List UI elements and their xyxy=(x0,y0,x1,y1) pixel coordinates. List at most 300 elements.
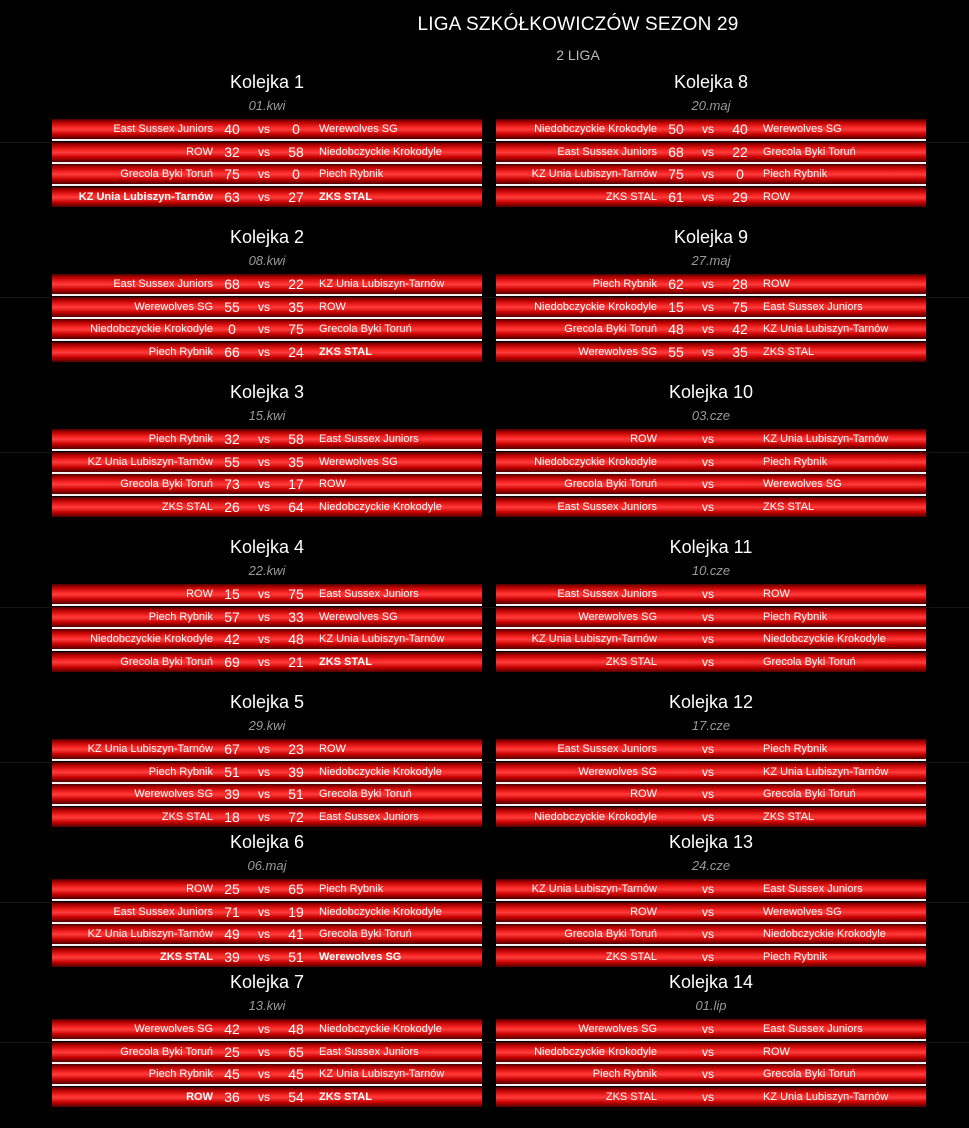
away-team: KZ Unia Lubiszyn-Tarnów xyxy=(763,765,889,778)
home-score: 55 xyxy=(224,453,240,470)
home-score: 55 xyxy=(668,343,684,360)
round-date: 15.kwi xyxy=(248,408,286,423)
match-row xyxy=(52,274,482,294)
versus-label: vs xyxy=(702,122,714,136)
round-date: 06.maj xyxy=(247,858,287,873)
round-date: 24.cze xyxy=(691,858,731,873)
versus-label: vs xyxy=(258,1089,270,1104)
match-list xyxy=(496,879,926,970)
home-team: Grecola Byki Toruń xyxy=(564,323,657,336)
match-row xyxy=(52,1087,482,1107)
home-team: Werewolves SG xyxy=(578,345,657,358)
round-date: 27.maj xyxy=(691,253,731,268)
home-team: Werewolves SG xyxy=(134,788,213,801)
versus-label: vs xyxy=(258,277,270,291)
home-team: Grecola Byki Toruń xyxy=(564,928,657,941)
away-score: 19 xyxy=(288,903,304,920)
home-team: KZ Unia Lubiszyn-Tarnów xyxy=(78,190,213,203)
match-row xyxy=(52,342,482,362)
away-team: Grecola Byki Toruń xyxy=(763,788,856,801)
away-score: 28 xyxy=(732,276,748,292)
versus-label: vs xyxy=(702,299,714,314)
home-team: ROW xyxy=(630,788,657,801)
versus-label: vs xyxy=(702,609,714,624)
versus-label: vs xyxy=(702,277,714,291)
match-row xyxy=(52,164,482,184)
away-score xyxy=(726,807,754,827)
away-score xyxy=(726,924,754,944)
versus-label: vs xyxy=(702,632,714,647)
home-score: 69 xyxy=(224,653,240,670)
home-team: ZKS STAL xyxy=(605,950,657,963)
home-score: 45 xyxy=(224,1066,240,1083)
home-score: 25 xyxy=(224,881,240,897)
match-row xyxy=(496,429,926,449)
away-score: 22 xyxy=(288,276,304,292)
match-list xyxy=(496,584,926,675)
match-row xyxy=(496,584,926,604)
home-score: 42 xyxy=(224,631,240,648)
home-score: 42 xyxy=(224,1021,240,1037)
away-score: 35 xyxy=(288,298,304,315)
round-title: Kolejka 1 xyxy=(229,72,305,92)
match-list xyxy=(52,1019,482,1110)
away-team: Niedobczyckie Krokodyle xyxy=(319,905,442,918)
versus-label: vs xyxy=(702,904,714,919)
home-score: 32 xyxy=(224,431,240,447)
away-team: Piech Rybnik xyxy=(319,168,384,181)
away-team: East Sussex Juniors xyxy=(319,433,419,445)
home-score: 66 xyxy=(224,343,240,360)
versus-label: vs xyxy=(702,927,714,942)
home-team: Niedobczyckie Krokodyle xyxy=(534,1045,657,1058)
home-team: ROW xyxy=(186,1090,213,1103)
away-score: 42 xyxy=(732,321,748,338)
home-score xyxy=(662,879,690,899)
match-row xyxy=(496,762,926,782)
away-team: East Sussex Juniors xyxy=(319,588,419,600)
away-score: 75 xyxy=(732,298,748,315)
away-team: ZKS STAL xyxy=(319,345,372,358)
match-row xyxy=(496,924,926,944)
away-team: ROW xyxy=(319,743,346,755)
home-score xyxy=(662,739,690,759)
away-team: Grecola Byki Toruń xyxy=(763,655,856,668)
home-team: Piech Rybnik xyxy=(148,345,213,358)
match-row xyxy=(496,807,926,827)
home-team: ZKS STAL xyxy=(605,1090,657,1103)
home-team: ROW xyxy=(186,883,213,895)
away-score xyxy=(726,784,754,804)
home-team: Niedobczyckie Krokodyle xyxy=(534,810,657,823)
round-title: Kolejka 13 xyxy=(668,832,754,852)
versus-label: vs xyxy=(702,882,714,896)
home-score: 63 xyxy=(224,188,240,205)
versus-label: vs xyxy=(258,477,270,492)
away-score: 21 xyxy=(288,653,304,670)
home-score: 71 xyxy=(224,903,240,920)
versus-label: vs xyxy=(258,322,270,337)
versus-label: vs xyxy=(258,167,270,182)
match-row xyxy=(52,474,482,494)
away-team: Niedobczyckie Krokodyle xyxy=(319,1023,442,1035)
home-score xyxy=(662,497,690,517)
home-score: 15 xyxy=(668,298,684,315)
home-score xyxy=(662,902,690,922)
round-date: 03.cze xyxy=(691,408,731,423)
home-score: 57 xyxy=(224,608,240,625)
away-team: Werewolves SG xyxy=(763,478,842,491)
away-score xyxy=(726,1042,754,1062)
home-team: ROW xyxy=(630,905,657,918)
home-score xyxy=(662,429,690,449)
round-date: 08.kwi xyxy=(248,253,286,268)
match-list xyxy=(496,739,926,830)
match-row xyxy=(496,297,926,317)
away-team: Werewolves SG xyxy=(319,123,398,135)
versus-label: vs xyxy=(258,949,270,964)
away-team: ROW xyxy=(763,588,790,600)
versus-label: vs xyxy=(258,344,270,359)
match-row xyxy=(496,319,926,339)
away-score xyxy=(726,629,754,649)
home-score xyxy=(662,629,690,649)
away-team: Piech Rybnik xyxy=(763,950,828,963)
versus-label: vs xyxy=(258,1022,270,1036)
home-team: Piech Rybnik xyxy=(148,610,213,623)
away-team: Werewolves SG xyxy=(319,950,402,963)
away-team: Niedobczyckie Krokodyle xyxy=(763,633,886,646)
match-row xyxy=(496,652,926,672)
away-score: 17 xyxy=(288,476,304,493)
home-score xyxy=(662,1087,690,1107)
away-team: Grecola Byki Toruń xyxy=(763,1068,856,1081)
home-score xyxy=(662,452,690,472)
versus-label: vs xyxy=(702,322,714,337)
home-team: ZKS STAL xyxy=(161,500,213,513)
away-team: Piech Rybnik xyxy=(319,883,384,895)
home-team: ROW xyxy=(630,433,657,445)
away-score: 0 xyxy=(292,166,300,183)
versus-label: vs xyxy=(702,144,714,159)
away-score xyxy=(726,947,754,967)
match-row xyxy=(52,652,482,672)
away-score xyxy=(726,607,754,627)
versus-label: vs xyxy=(258,299,270,314)
away-team: Piech Rybnik xyxy=(763,455,828,468)
home-team: Grecola Byki Toruń xyxy=(120,655,213,668)
match-row xyxy=(52,452,482,472)
versus-label: vs xyxy=(702,477,714,492)
round-date: 29.kwi xyxy=(248,718,286,733)
versus-label: vs xyxy=(258,882,270,896)
match-row xyxy=(496,902,926,922)
match-list xyxy=(496,429,926,520)
home-team: East Sussex Juniors xyxy=(557,588,657,600)
home-score xyxy=(662,474,690,494)
away-team: ZKS STAL xyxy=(763,345,815,358)
home-team: Niedobczyckie Krokodyle xyxy=(534,300,657,313)
away-team: Piech Rybnik xyxy=(763,743,828,755)
away-team: Niedobczyckie Krokodyle xyxy=(319,145,442,158)
versus-label: vs xyxy=(702,1089,714,1104)
home-score: 32 xyxy=(224,143,240,160)
versus-label: vs xyxy=(702,949,714,964)
home-team: KZ Unia Lubiszyn-Tarnów xyxy=(87,928,213,941)
home-team: Niedobczyckie Krokodyle xyxy=(90,323,213,336)
home-score: 50 xyxy=(668,121,684,137)
away-score xyxy=(726,497,754,517)
away-score xyxy=(726,1019,754,1039)
versus-label: vs xyxy=(258,927,270,942)
away-score: 65 xyxy=(288,881,304,897)
away-team: Werewolves SG xyxy=(763,123,842,135)
away-team: Niedobczyckie Krokodyle xyxy=(319,500,442,513)
versus-label: vs xyxy=(702,167,714,182)
away-team: KZ Unia Lubiszyn-Tarnów xyxy=(319,278,445,290)
away-score xyxy=(726,902,754,922)
match-list xyxy=(52,739,482,830)
home-team: Werewolves SG xyxy=(578,610,657,623)
match-row xyxy=(496,784,926,804)
home-score: 39 xyxy=(224,786,240,803)
away-score: 72 xyxy=(288,808,304,825)
match-row xyxy=(52,629,482,649)
away-score: 51 xyxy=(288,786,304,803)
home-score: 0 xyxy=(228,321,236,338)
home-team: KZ Unia Lubiszyn-Tarnów xyxy=(531,883,657,895)
round-title: Kolejka 7 xyxy=(229,972,305,992)
match-row xyxy=(496,497,926,517)
home-team: ZKS STAL xyxy=(605,190,657,203)
home-score: 62 xyxy=(668,276,684,292)
round-title: Kolejka 5 xyxy=(229,692,305,712)
away-score: 39 xyxy=(288,763,304,780)
match-row xyxy=(496,879,926,899)
away-score: 64 xyxy=(288,498,304,515)
home-score: 75 xyxy=(224,166,240,183)
home-score: 61 xyxy=(668,188,684,205)
home-team: KZ Unia Lubiszyn-Tarnów xyxy=(87,743,213,755)
versus-label: vs xyxy=(702,189,714,204)
versus-label: vs xyxy=(258,144,270,159)
away-team: KZ Unia Lubiszyn-Tarnów xyxy=(763,433,889,445)
home-team: East Sussex Juniors xyxy=(113,278,213,290)
match-row xyxy=(52,924,482,944)
match-row xyxy=(52,784,482,804)
home-team: East Sussex Juniors xyxy=(557,500,657,513)
match-list xyxy=(52,879,482,970)
home-score: 25 xyxy=(224,1043,240,1060)
away-team: Piech Rybnik xyxy=(763,610,828,623)
away-score xyxy=(726,879,754,899)
match-row xyxy=(52,142,482,162)
match-row xyxy=(496,119,926,139)
away-team: Grecola Byki Toruń xyxy=(319,928,412,941)
away-team: Grecola Byki Toruń xyxy=(319,323,412,336)
home-team: Werewolves SG xyxy=(578,1023,657,1035)
away-team: ROW xyxy=(763,1045,790,1058)
match-row xyxy=(52,584,482,604)
versus-label: vs xyxy=(702,787,714,802)
round-title: Kolejka 3 xyxy=(229,382,305,402)
home-team: Werewolves SG xyxy=(578,765,657,778)
match-row xyxy=(52,1064,482,1084)
away-score: 65 xyxy=(288,1043,304,1060)
away-team: East Sussex Juniors xyxy=(763,300,863,313)
home-team: KZ Unia Lubiszyn-Tarnów xyxy=(531,168,657,181)
match-list xyxy=(496,274,926,365)
match-list xyxy=(496,1019,926,1110)
away-score: 23 xyxy=(288,741,304,757)
home-score xyxy=(662,807,690,827)
home-team: Piech Rybnik xyxy=(148,433,213,445)
away-score: 45 xyxy=(288,1066,304,1083)
versus-label: vs xyxy=(258,189,270,204)
versus-label: vs xyxy=(702,1022,714,1036)
away-score xyxy=(726,584,754,604)
match-row xyxy=(496,474,926,494)
home-score: 49 xyxy=(224,926,240,943)
match-row xyxy=(496,452,926,472)
home-team: ROW xyxy=(186,588,213,600)
versus-label: vs xyxy=(258,587,270,601)
home-score xyxy=(662,924,690,944)
away-score xyxy=(726,652,754,672)
home-score xyxy=(662,607,690,627)
away-score: 58 xyxy=(288,143,304,160)
home-team: ZKS STAL xyxy=(160,950,213,963)
league-subtitle: 2 LIGA xyxy=(556,47,600,63)
away-team: Werewolves SG xyxy=(763,905,842,918)
away-team: ZKS STAL xyxy=(763,810,815,823)
match-row xyxy=(496,164,926,184)
versus-label: vs xyxy=(258,654,270,669)
home-score: 73 xyxy=(224,476,240,493)
round-title: Kolejka 8 xyxy=(673,72,749,92)
away-team: Niedobczyckie Krokodyle xyxy=(763,928,886,941)
away-score: 51 xyxy=(288,948,304,965)
home-score: 51 xyxy=(224,763,240,780)
away-score xyxy=(726,429,754,449)
versus-label: vs xyxy=(702,344,714,359)
match-list xyxy=(52,119,482,210)
match-row xyxy=(52,879,482,899)
home-score: 39 xyxy=(224,948,240,965)
away-team: Werewolves SG xyxy=(319,610,398,623)
home-score: 36 xyxy=(224,1088,240,1105)
versus-label: vs xyxy=(702,809,714,824)
home-score: 26 xyxy=(224,498,240,515)
away-score: 41 xyxy=(288,926,304,943)
away-score: 75 xyxy=(288,586,304,602)
home-team: ROW xyxy=(186,145,213,158)
away-score: 0 xyxy=(292,121,300,137)
away-score: 24 xyxy=(288,343,304,360)
versus-label: vs xyxy=(258,1067,270,1082)
home-team: Grecola Byki Toruń xyxy=(120,478,213,491)
match-row xyxy=(52,1019,482,1039)
versus-label: vs xyxy=(702,1044,714,1059)
round-title: Kolejka 10 xyxy=(668,382,754,402)
home-team: Grecola Byki Toruń xyxy=(564,478,657,491)
home-team: Piech Rybnik xyxy=(148,765,213,778)
away-team: ZKS STAL xyxy=(763,500,815,513)
away-score: 22 xyxy=(732,143,748,160)
versus-label: vs xyxy=(258,764,270,779)
match-row xyxy=(496,1064,926,1084)
away-score xyxy=(726,1087,754,1107)
home-score: 15 xyxy=(224,586,240,602)
home-score: 40 xyxy=(224,121,240,137)
away-score: 40 xyxy=(732,121,748,137)
round-title: Kolejka 12 xyxy=(668,692,754,712)
versus-label: vs xyxy=(702,764,714,779)
round-date: 22.kwi xyxy=(248,563,286,578)
away-score: 27 xyxy=(288,188,304,205)
versus-label: vs xyxy=(702,1067,714,1082)
away-score: 48 xyxy=(288,631,304,648)
away-team: Piech Rybnik xyxy=(763,168,828,181)
home-team: KZ Unia Lubiszyn-Tarnów xyxy=(531,633,657,646)
versus-label: vs xyxy=(258,632,270,647)
match-row xyxy=(52,119,482,139)
versus-label: vs xyxy=(258,809,270,824)
away-score: 29 xyxy=(732,188,748,205)
home-score: 55 xyxy=(224,298,240,315)
home-team: Werewolves SG xyxy=(134,300,213,313)
round-title: Kolejka 6 xyxy=(229,832,305,852)
home-team: Werewolves SG xyxy=(134,1023,213,1035)
league-title: LIGA SZKÓŁKOWICZÓW SEZON 29 xyxy=(417,14,739,35)
match-row xyxy=(52,902,482,922)
away-team: Werewolves SG xyxy=(319,455,398,468)
match-row xyxy=(496,1019,926,1039)
away-score xyxy=(726,452,754,472)
match-row xyxy=(52,762,482,782)
versus-label: vs xyxy=(702,454,714,469)
match-row xyxy=(52,297,482,317)
match-row xyxy=(52,187,482,207)
home-score: 68 xyxy=(224,276,240,292)
away-team: ZKS STAL xyxy=(319,190,372,203)
home-score xyxy=(662,762,690,782)
versus-label: vs xyxy=(702,432,714,446)
home-score xyxy=(662,1019,690,1039)
home-score xyxy=(662,1064,690,1084)
versus-label: vs xyxy=(702,654,714,669)
away-score: 35 xyxy=(732,343,748,360)
match-list xyxy=(52,274,482,365)
home-team: KZ Unia Lubiszyn-Tarnów xyxy=(87,455,213,468)
away-score xyxy=(726,739,754,759)
match-row xyxy=(496,1087,926,1107)
away-team: Niedobczyckie Krokodyle xyxy=(319,765,442,778)
match-row xyxy=(52,429,482,449)
home-score: 48 xyxy=(668,321,684,338)
round-title: Kolejka 2 xyxy=(229,227,305,247)
home-score: 75 xyxy=(668,166,684,183)
home-score xyxy=(662,947,690,967)
away-team: East Sussex Juniors xyxy=(319,1045,419,1058)
away-score xyxy=(726,1064,754,1084)
home-team: Niedobczyckie Krokodyle xyxy=(90,633,213,646)
home-score xyxy=(662,784,690,804)
match-row xyxy=(52,807,482,827)
away-score: 48 xyxy=(288,1021,304,1037)
match-row xyxy=(496,342,926,362)
home-score: 67 xyxy=(224,741,240,757)
